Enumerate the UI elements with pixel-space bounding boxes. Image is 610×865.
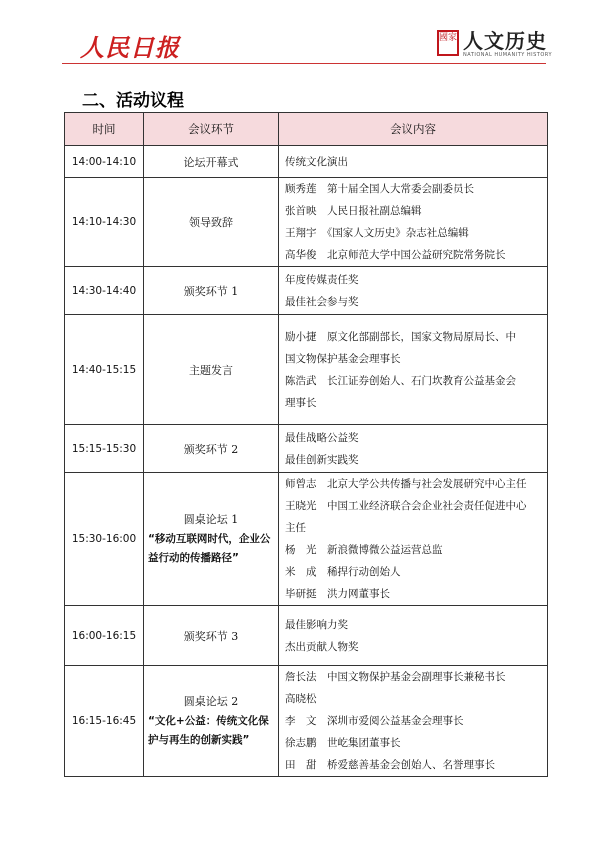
row-time: 16:15-16:45 — [65, 666, 144, 777]
row-content — [279, 473, 548, 606]
row-time: 15:15-15:30 — [65, 425, 144, 473]
row-time: 14:40-15:15 — [65, 315, 144, 425]
magazine-logo — [437, 30, 552, 58]
table-row — [65, 425, 548, 473]
content-line: 年度传媒责任奖 — [285, 273, 359, 286]
session-label: 颁奖环节 1 — [183, 284, 239, 298]
row-time: 14:30-14:40 — [65, 267, 144, 315]
header-content: 会议内容 — [279, 113, 548, 146]
peoples-daily-logo: 人民日报 — [80, 33, 180, 62]
content-line: 徐志鹏 世屹集团董事长 — [285, 737, 401, 749]
page-header — [0, 0, 610, 70]
row-content — [279, 315, 548, 425]
row-content — [279, 666, 548, 777]
table-row — [65, 267, 548, 315]
agenda-table — [64, 112, 548, 777]
content-line: 杰出贡献人物奖 — [285, 640, 359, 653]
table-row — [65, 146, 548, 178]
row-time: 15:30-16:00 — [65, 473, 144, 606]
content-line: 顾秀莲 第十届全国人大常委会副委员长 — [285, 183, 474, 195]
content-line: 最佳影响力奖 — [285, 618, 348, 631]
row-time: 16:00-16:15 — [65, 606, 144, 666]
table-row — [65, 666, 548, 777]
table-row — [65, 315, 548, 425]
row-time: 14:00-14:10 — [65, 146, 144, 178]
content-line: 王翔宇 《国家人文历史》杂志社总编辑 — [285, 227, 469, 239]
content-line: 最佳战略公益奖 — [285, 431, 359, 444]
session-topic: “文化+公益：传统文化保护与再生的创新实践” — [148, 714, 269, 746]
content-line: 张首映 人民日报社副总编辑 — [285, 205, 422, 217]
row-session — [144, 473, 279, 606]
content-line: 高华俊 北京师范大学中国公益研究院常务院长 — [285, 249, 506, 261]
brand-title: 人文历史 — [463, 29, 548, 53]
session-label: 论坛开幕式 — [183, 155, 239, 169]
header-time: 时间 — [65, 113, 144, 146]
content-line: 高晓松 — [285, 693, 317, 705]
content-line: 王晓光 中国工业经济联合会企业社会责任促进中心 — [285, 500, 527, 512]
row-content — [279, 178, 548, 267]
content-line: 米 成 稀捍行动创始人 — [285, 566, 401, 578]
session-label: 颁奖环节 2 — [183, 442, 239, 456]
content-line: 陈浩武 长江证券创始人、石门坎教育公益基金会 — [285, 374, 516, 387]
header-session: 会议环节 — [144, 113, 279, 146]
content-line: 毕研挺 洪力网董事长 — [285, 588, 390, 600]
content-line: 最佳创新实践奖 — [285, 453, 359, 466]
session-label: 领导致辞 — [189, 216, 233, 229]
content-line: 理事长 — [285, 396, 317, 409]
row-content — [279, 606, 548, 666]
row-content — [279, 146, 548, 178]
seal-icon: 國家 — [437, 30, 459, 56]
content-line: 最佳社会参与奖 — [285, 295, 359, 308]
content-line: 传统文化演出 — [285, 155, 348, 168]
table-header-row — [65, 113, 548, 146]
row-session — [144, 267, 279, 315]
content-line: 杨 光 新浪微博微公益运营总监 — [285, 544, 443, 556]
row-content — [279, 267, 548, 315]
session-label: 主题发言 — [189, 363, 233, 377]
header-divider — [62, 63, 546, 64]
session-label: 圆桌论坛 2 — [183, 694, 239, 708]
content-line: 主任 — [285, 522, 306, 534]
row-session — [144, 425, 279, 473]
row-session — [144, 146, 279, 178]
content-line: 师曾志 北京大学公共传播与社会发展研究中心主任 — [285, 478, 527, 490]
section-title: 二、活动议程 — [82, 91, 184, 111]
row-session — [144, 666, 279, 777]
table-row — [65, 473, 548, 606]
table-row — [65, 606, 548, 666]
table-row — [65, 178, 548, 267]
session-label: 颁奖环节 3 — [183, 629, 239, 643]
row-time: 14:10-14:30 — [65, 178, 144, 267]
row-session — [144, 315, 279, 425]
content-line: 詹长法 中国文物保护基金会副理事长兼秘书长 — [285, 671, 506, 683]
content-line: 国文物保护基金会理事长 — [285, 352, 401, 365]
brand-subtitle: NATIONAL HUMANITY HISTORY — [463, 52, 552, 58]
row-content — [279, 425, 548, 473]
row-session — [144, 606, 279, 666]
content-line: 李 文 深圳市爱阅公益基金会理事长 — [285, 715, 464, 727]
session-topic: “移动互联网时代，企业公益行动的传播路径” — [148, 532, 271, 564]
session-label: 圆桌论坛 1 — [183, 512, 239, 526]
content-line: 励小捷 原文化部副部长，国家文物局原局长、中 — [285, 330, 516, 343]
content-line: 田 甜 桥爱慈善基金会创始人、名誉理事长 — [285, 759, 495, 771]
row-session — [144, 178, 279, 267]
